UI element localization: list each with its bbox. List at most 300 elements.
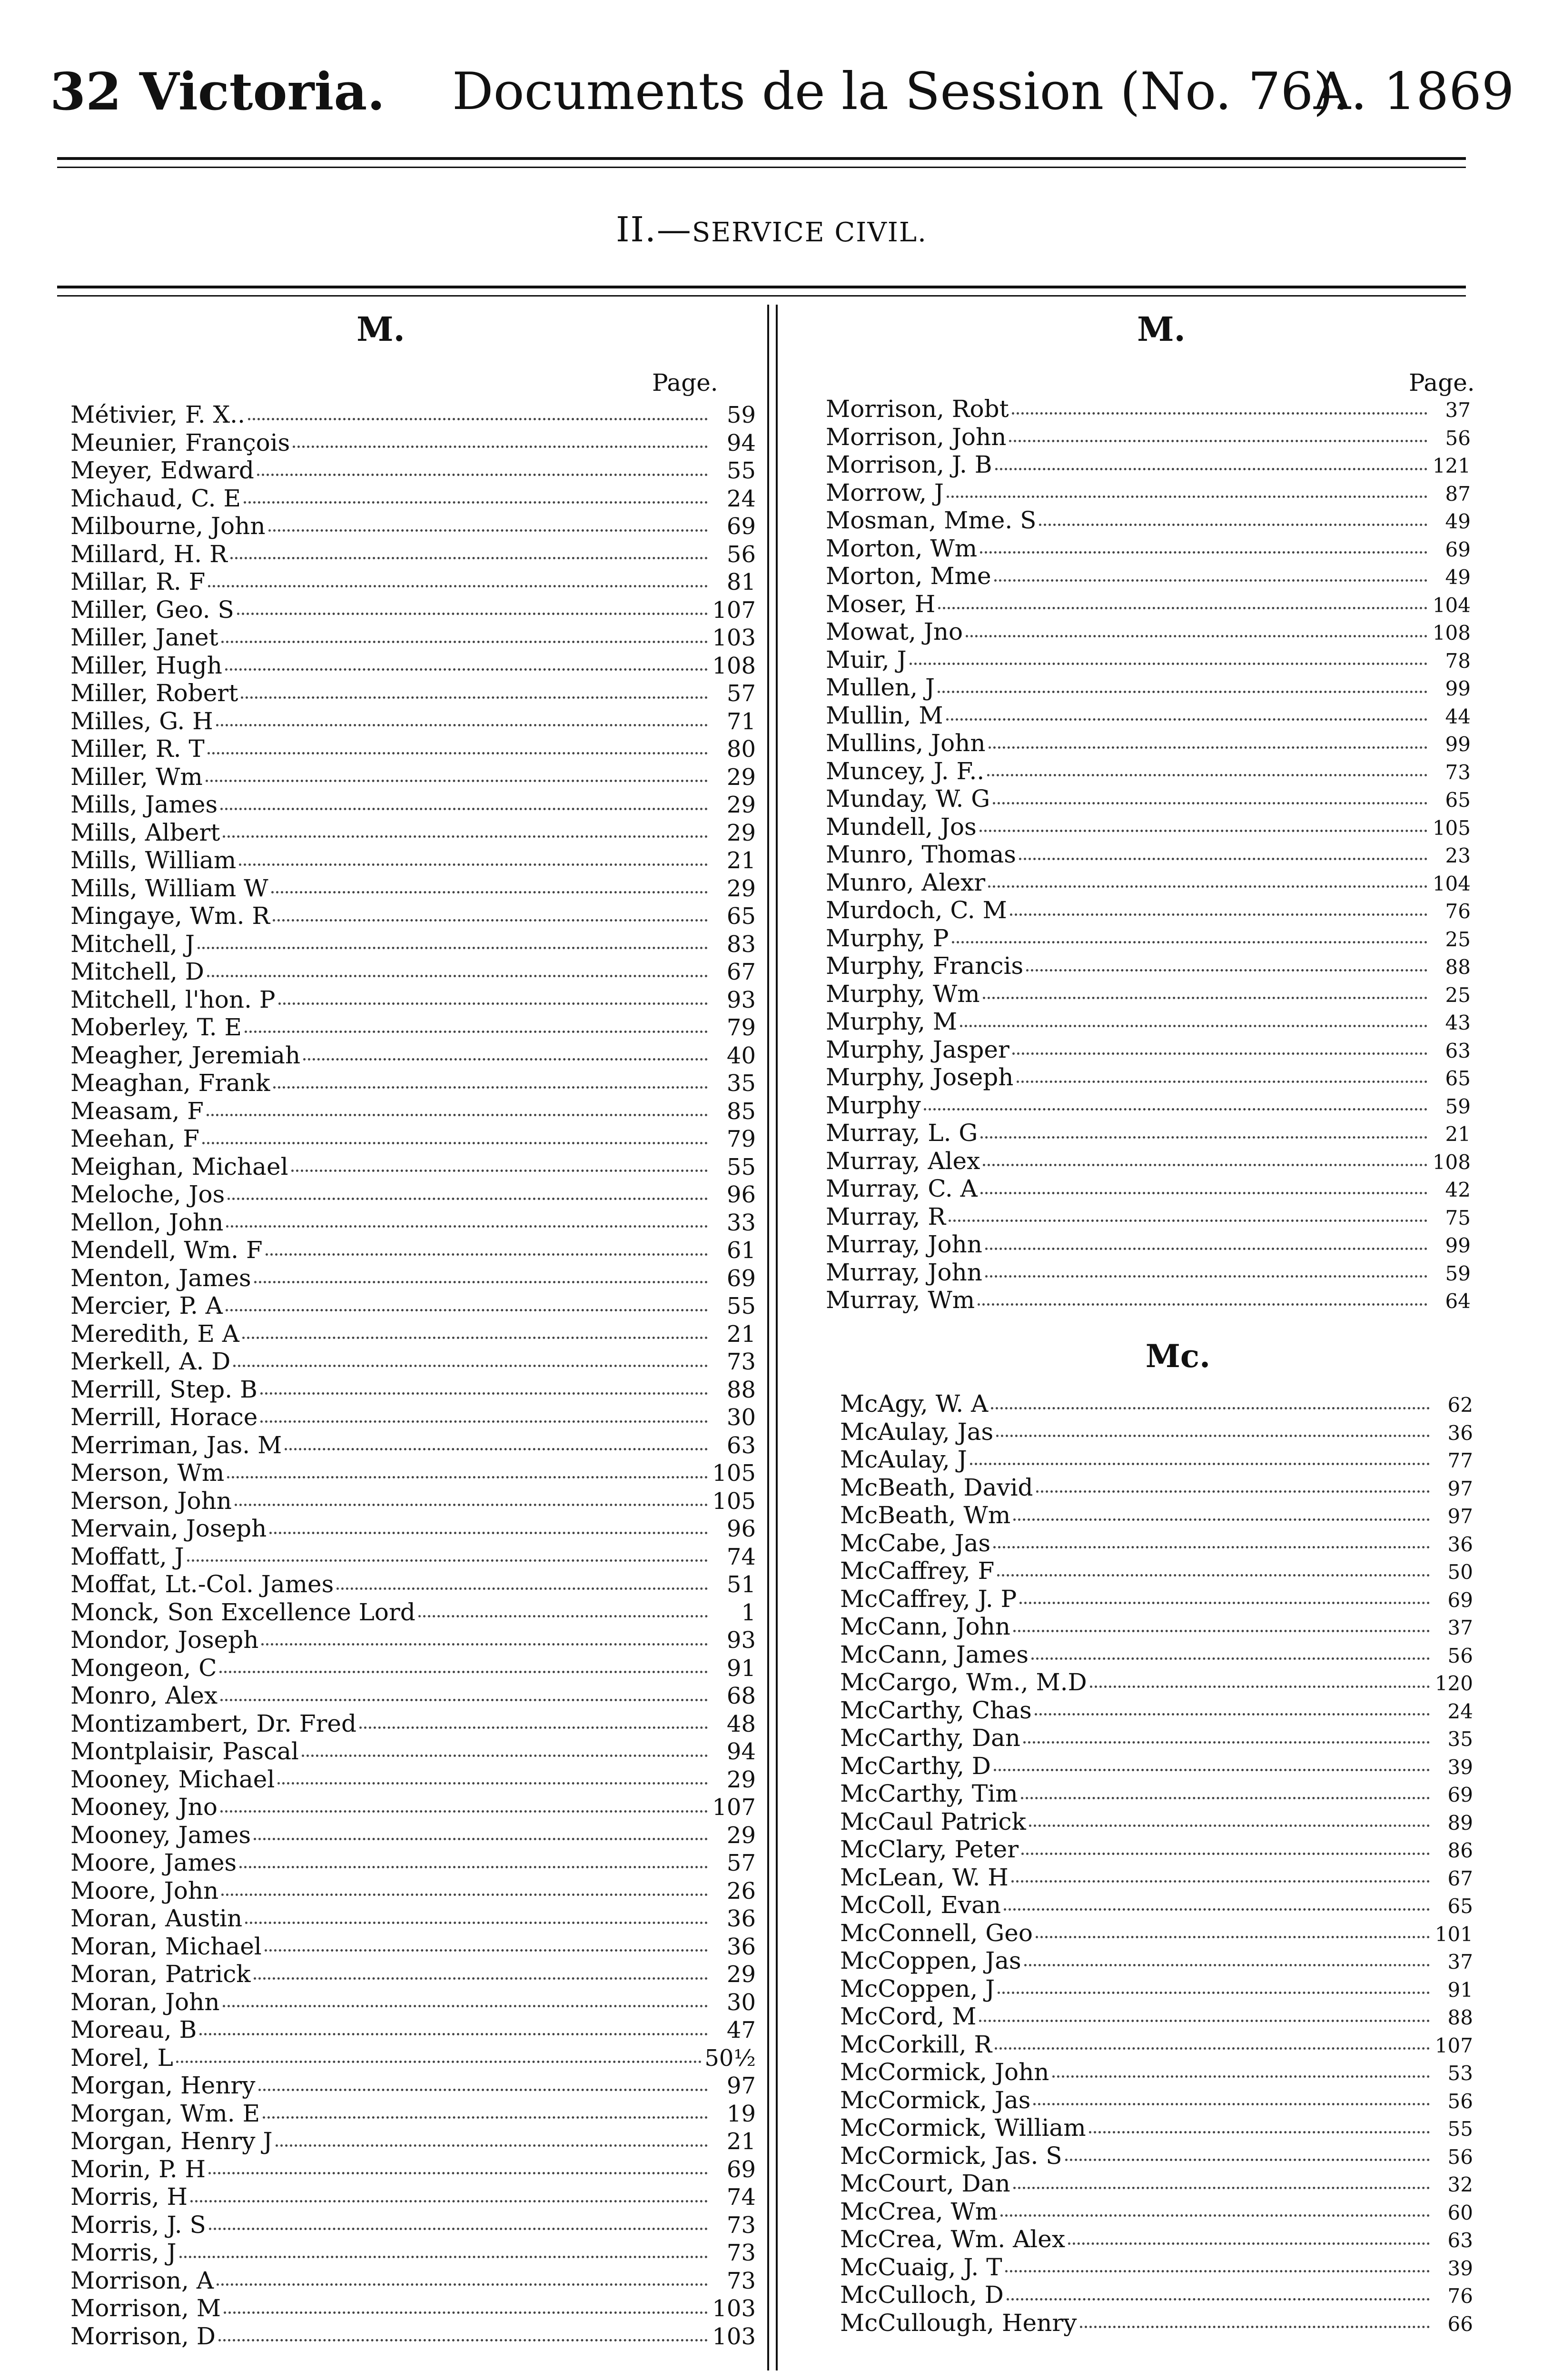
entry-page-number: 93 [726, 1627, 756, 1654]
entry-name: Mills, William W [70, 874, 268, 902]
entry-name: McCourt, Dan [840, 2170, 1010, 2197]
index-entry [70, 1041, 756, 1070]
leader-dots [268, 529, 708, 532]
entry-name: Moore, John [70, 1876, 219, 1904]
entry-name: McCorkill, R [840, 2030, 992, 2058]
entry-page-number: 78 [1445, 649, 1471, 673]
leader-dots [276, 2144, 708, 2147]
entry-page-number: 55 [1447, 2117, 1473, 2141]
leader-dots [241, 696, 708, 699]
index-entry [840, 1474, 1473, 1502]
entry-name: McCarthy, Chas [840, 1696, 1032, 1724]
entry-name: Mosman, Mme. S [826, 506, 1037, 534]
entry-page-number: 107 [712, 1794, 756, 1821]
entry-page-number: 105 [712, 1488, 756, 1515]
entry-name: Morrison, D [70, 2322, 216, 2350]
index-entry [826, 535, 1471, 563]
index-entry [70, 1264, 756, 1292]
section-name: SERVICE CIVIL. [692, 217, 927, 248]
entry-page-number: 65 [1445, 788, 1471, 812]
index-entry [70, 819, 756, 847]
leader-dots [216, 724, 708, 726]
entry-name: McAgy, W. A [840, 1390, 989, 1418]
index-entry [70, 1570, 756, 1598]
entry-name: Moffat, Lt.-Col. James [70, 1570, 334, 1598]
index-entry [70, 1682, 756, 1710]
entry-name: Meagher, Jeremiah [70, 1041, 301, 1069]
entry-name: Monck, Son Excellence Lord [70, 1598, 415, 1626]
entry-name: Mervain, Joseph [70, 1515, 267, 1542]
entry-page-number: 50 [1447, 1560, 1473, 1584]
leader-dots [988, 885, 1427, 888]
entry-page-number: 44 [1445, 704, 1471, 728]
index-entry [70, 1431, 756, 1459]
entry-name: McCrea, Wm [840, 2197, 998, 2225]
index-entry [70, 2322, 756, 2350]
index-entry [70, 2155, 756, 2183]
index-entry [840, 1724, 1473, 1752]
entry-name: Meloche, Jos [70, 1180, 225, 1208]
leader-dots [980, 551, 1427, 554]
index-entry [70, 568, 756, 596]
leader-dots [1035, 1713, 1430, 1716]
entry-page-number: 108 [712, 652, 756, 679]
index-entry [840, 2281, 1473, 2309]
entry-name: Moran, Michael [70, 1932, 262, 1960]
entry-page-number: 67 [726, 959, 756, 985]
entry-page-number: 29 [726, 792, 756, 818]
leader-dots [227, 1476, 708, 1478]
entry-name: Murphy, Francis [826, 952, 1024, 980]
entry-page-number: 73 [726, 2211, 756, 2239]
entry-page-number: 99 [1445, 733, 1471, 756]
entry-name: Moffatt, J [70, 1542, 184, 1570]
leader-dots [208, 2172, 708, 2174]
index-entry [826, 702, 1471, 730]
entry-page-number: 88 [726, 1376, 756, 1403]
leader-dots [302, 1755, 708, 1757]
leader-dots [1019, 858, 1427, 860]
index-entry [840, 1891, 1473, 1919]
entry-name: McCaffrey, F [840, 1557, 995, 1585]
entry-page-number: 65 [1447, 1894, 1473, 1918]
entry-page-number: 69 [1447, 1588, 1473, 1612]
entry-name: McAulay, J [840, 1446, 967, 1473]
entry-page-number: 43 [1445, 1011, 1471, 1034]
leader-dots [242, 1337, 708, 1339]
entry-page-number: 91 [1447, 1978, 1473, 2002]
index-entry [840, 1696, 1473, 1725]
entry-page-number: 63 [1447, 2229, 1473, 2252]
leader-dots [269, 1532, 708, 1534]
entry-name: Murphy, P [826, 924, 949, 952]
leader-dots [910, 663, 1427, 665]
leader-dots [1012, 1052, 1427, 1055]
index-entry [70, 958, 756, 986]
leader-dots [230, 557, 708, 559]
entry-page-number: 49 [1445, 510, 1471, 533]
leader-dots [227, 1198, 708, 1200]
index-entry [840, 1975, 1473, 2003]
entry-page-number: 121 [1432, 454, 1471, 477]
entry-name: McCuaig, J. T [840, 2253, 1002, 2281]
entry-page-number: 65 [726, 903, 756, 930]
leader-dots [996, 1435, 1430, 1437]
leader-dots [235, 1504, 708, 1506]
index-entry [70, 1598, 756, 1626]
index-entry [70, 1988, 756, 2016]
entry-name: McCann, John [840, 1613, 1011, 1640]
leader-dots [989, 746, 1427, 749]
leader-dots [985, 1275, 1427, 1278]
leader-dots [998, 1992, 1430, 1994]
entry-name: Morrison, J. B [826, 451, 992, 478]
leader-dots [261, 1643, 708, 1646]
entry-name: Moran, John [70, 1988, 220, 2016]
entry-name: McCabe, Jas [840, 1529, 991, 1557]
index-entry [70, 2183, 756, 2211]
entry-name: Murray, John [826, 1230, 982, 1258]
entry-name: Mooney, Jno [70, 1793, 218, 1821]
right-page-heading: Page. [1409, 369, 1475, 397]
index-entry [840, 1808, 1473, 1836]
index-entry [840, 1557, 1473, 1585]
entry-page-number: 97 [726, 2073, 756, 2099]
leader-dots [208, 585, 708, 587]
entry-name: Morel, L [70, 2043, 173, 2072]
entry-name: McBeath, David [840, 1473, 1033, 1501]
leader-dots [207, 975, 708, 977]
index-entry [826, 1230, 1471, 1259]
index-entry [840, 1418, 1473, 1446]
leader-dots [218, 2339, 708, 2341]
leader-dots [271, 891, 708, 893]
index-entry [826, 646, 1471, 674]
entry-page-number: 105 [712, 1460, 756, 1487]
entry-page-number: 63 [1445, 1039, 1471, 1062]
leader-dots [994, 579, 1427, 582]
entry-page-number: 63 [726, 1432, 756, 1459]
entry-name: McCullough, Henry [840, 2309, 1077, 2337]
leader-dots [985, 1248, 1427, 1250]
entry-name: Mowat, Jno [826, 618, 963, 645]
entry-page-number: 29 [726, 819, 756, 846]
index-entry [70, 1292, 756, 1320]
index-entry [826, 757, 1471, 785]
index-entry [70, 763, 756, 791]
index-entry [70, 1821, 756, 1849]
entry-page-number: 57 [726, 680, 756, 707]
leader-dots [207, 1114, 708, 1116]
index-entry [840, 1446, 1473, 1474]
entry-name: Mundell, Jos [826, 813, 977, 841]
index-entry [70, 456, 756, 485]
entry-page-number: 73 [1445, 760, 1471, 784]
entry-name: Merrill, Step. B [70, 1375, 257, 1403]
leader-dots [949, 1220, 1427, 1222]
entry-name: Mills, James [70, 791, 218, 818]
leader-dots [206, 780, 708, 782]
entry-page-number: 35 [726, 1070, 756, 1097]
index-entry [70, 930, 756, 958]
entry-name: Milles, G. H [70, 707, 213, 735]
entry-name: McCoppen, J [840, 1974, 995, 2003]
entry-name: Measam, F [70, 1097, 204, 1125]
entry-page-number: 55 [726, 1293, 756, 1319]
entry-page-number: 39 [1447, 2256, 1473, 2280]
leader-dots [202, 1142, 708, 1144]
leader-dots [1021, 1853, 1430, 1855]
leader-dots [359, 1726, 708, 1729]
entry-page-number: 39 [1447, 1755, 1473, 1779]
entry-page-number: 94 [726, 1738, 756, 1765]
entry-page-number: 37 [1445, 398, 1471, 422]
index-entry [826, 1286, 1471, 1314]
entry-page-number: 29 [726, 1961, 756, 1988]
index-entry [70, 2267, 756, 2295]
index-entry [70, 1125, 756, 1153]
index-entry [826, 1036, 1471, 1064]
entry-page-number: 56 [1447, 2145, 1473, 2169]
index-entry [70, 874, 756, 902]
entry-page-number: 101 [1434, 1922, 1473, 1946]
index-entry [826, 869, 1471, 897]
entry-page-number: 47 [726, 2017, 756, 2043]
index-entry [826, 1175, 1471, 1203]
index-entry [840, 1752, 1473, 1780]
entry-name: Merson, Wm [70, 1459, 225, 1487]
entry-name: McCann, James [840, 1640, 1029, 1668]
entry-page-number: 73 [726, 2240, 756, 2266]
entry-name: Murray, John [826, 1258, 982, 1286]
index-entry [70, 1877, 756, 1905]
entry-page-number: 104 [1432, 872, 1471, 895]
index-entry [840, 1835, 1473, 1864]
leader-dots [993, 1546, 1430, 1548]
index-entry [70, 1459, 756, 1487]
index-entry [70, 596, 756, 624]
entry-page-number: 25 [1445, 983, 1471, 1007]
entry-page-number: 26 [726, 1877, 756, 1904]
entry-name: Murphy [826, 1091, 921, 1119]
leader-dots [265, 1949, 708, 1952]
index-entry [840, 1501, 1473, 1529]
index-entry [840, 1947, 1473, 1975]
entry-name: McColl, Evan [840, 1891, 1001, 1919]
index-entry [70, 1376, 756, 1404]
entry-name: McCord, M [840, 2003, 977, 2030]
leader-dots [220, 1699, 708, 1701]
index-entry [70, 401, 756, 429]
entry-name: Mendell, Wm. F [70, 1236, 263, 1264]
entry-name: Miller, Robert [70, 679, 238, 707]
leader-dots [1009, 440, 1427, 442]
entry-name: Murdoch, C. M [826, 896, 1007, 924]
index-entry [70, 1904, 756, 1933]
index-entry [826, 1203, 1471, 1231]
index-entry [70, 1348, 756, 1376]
entry-page-number: 104 [1432, 593, 1471, 617]
entry-page-number: 94 [726, 429, 756, 456]
leader-dots [1024, 1964, 1430, 1966]
index-entry [840, 2225, 1473, 2253]
entry-page-number: 33 [726, 1209, 756, 1236]
leader-dots [1090, 1686, 1430, 1688]
index-entry [826, 813, 1471, 841]
index-entry [70, 1654, 756, 1682]
leader-dots [254, 1838, 708, 1840]
index-entry [826, 618, 1471, 646]
entry-name: Mitchell, l'hon. P [70, 985, 276, 1013]
section-number: II.— [616, 209, 692, 249]
index-entry [826, 980, 1471, 1008]
entry-name: McCarthy, Dan [840, 1724, 1020, 1752]
entry-page-number: 37 [1447, 1950, 1473, 1973]
leader-dots [239, 1866, 708, 1868]
index-entry [840, 2031, 1473, 2059]
leader-dots [219, 1671, 708, 1673]
entry-name: Morrison, M [70, 2294, 221, 2322]
index-entry [70, 2211, 756, 2239]
entry-page-number: 85 [726, 1098, 756, 1125]
leader-dots [987, 774, 1427, 776]
entry-name: Meighan, Michael [70, 1152, 288, 1180]
entry-name: Moser, H [826, 590, 936, 618]
leader-dots [1068, 2242, 1430, 2245]
entry-page-number: 97 [1447, 1505, 1473, 1528]
index-entry [70, 846, 756, 874]
entry-page-number: 99 [1445, 1234, 1471, 1257]
entry-page-number: 86 [1447, 1839, 1473, 1862]
entry-name: Moore, James [70, 1849, 237, 1876]
index-entry [826, 896, 1471, 924]
index-entry [840, 1641, 1473, 1669]
index-entry [840, 2003, 1473, 2031]
entry-name: Mullin, M [826, 701, 943, 729]
entry-page-number: 107 [712, 596, 756, 624]
entry-name: McBeath, Wm [840, 1501, 1011, 1529]
entry-page-number: 29 [726, 1766, 756, 1793]
leader-dots [260, 1420, 708, 1423]
index-entry [70, 624, 756, 652]
entry-name: Menton, James [70, 1264, 251, 1292]
leader-dots [1007, 2298, 1430, 2301]
index-entry [70, 485, 756, 513]
entry-page-number: 36 [726, 1905, 756, 1932]
entry-name: Moberley, T. E [70, 1013, 242, 1041]
leader-dots [1023, 1741, 1430, 1744]
index-entry [826, 1259, 1471, 1287]
leader-dots [208, 752, 708, 754]
left-page-heading: Page. [652, 369, 718, 397]
entry-name: Miller, Geo. S [70, 595, 234, 624]
entry-name: Mitchell, D [70, 958, 204, 985]
entry-page-number: 88 [1445, 955, 1471, 979]
leader-dots [278, 1002, 708, 1005]
entry-page-number: 105 [1432, 816, 1471, 840]
entry-name: McClary, Peter [840, 1835, 1019, 1863]
leader-dots [1089, 2131, 1430, 2133]
entry-page-number: 75 [1445, 1206, 1471, 1230]
entry-name: McCoppen, Jas [840, 1947, 1021, 1974]
leader-dots [221, 641, 708, 643]
entry-name: Mullen, J [826, 674, 935, 701]
entry-page-number: 69 [1447, 1783, 1473, 1806]
entry-page-number: 23 [1445, 844, 1471, 867]
entry-page-number: 56 [726, 541, 756, 568]
index-entry [70, 2072, 756, 2100]
index-entry [70, 902, 756, 930]
entry-name: McAulay, Jas [840, 1418, 994, 1446]
entry-name: Millar, R. F [70, 568, 206, 595]
index-entry [840, 2114, 1473, 2142]
leader-dots [285, 1448, 708, 1450]
header-year: A. 1869 [1314, 62, 1514, 121]
entry-name: McCormick, William [840, 2114, 1086, 2142]
index-entry [840, 1780, 1473, 1808]
index-entry [70, 1737, 756, 1765]
leader-dots [245, 1031, 708, 1033]
index-entry [70, 1543, 756, 1571]
entry-page-number: 91 [726, 1655, 756, 1682]
entry-name: Moran, Patrick [70, 1960, 251, 1988]
entry-name: Murphy, Jasper [826, 1035, 1009, 1063]
leader-dots [226, 1309, 708, 1311]
entry-page-number: 21 [726, 847, 756, 874]
entry-page-number: 1 [741, 1599, 756, 1626]
entry-page-number: 36 [1447, 1532, 1473, 1556]
entry-name: Morin, P. H [70, 2155, 206, 2183]
entry-name: Merriman, Jas. M [70, 1431, 282, 1459]
index-entry [840, 2058, 1473, 2086]
entry-name: McLean, W. H [840, 1863, 1009, 1891]
section-title [0, 209, 1543, 249]
entry-page-number: 36 [726, 1933, 756, 1960]
leader-dots [209, 2228, 708, 2230]
leader-dots [938, 607, 1427, 609]
index-entry [840, 2309, 1473, 2337]
entry-name: McCormick, Jas [840, 2086, 1031, 2114]
leader-dots [978, 1303, 1427, 1306]
entry-name: Miller, Janet [70, 624, 218, 651]
index-entry [826, 395, 1471, 423]
index-entry [70, 2100, 756, 2128]
entry-page-number: 59 [1445, 1261, 1471, 1285]
entry-page-number: 29 [726, 875, 756, 902]
entry-page-number: 69 [726, 1265, 756, 1292]
leader-dots [1033, 2103, 1430, 2105]
index-entry [840, 2142, 1473, 2170]
entry-page-number: 21 [726, 2128, 756, 2155]
leader-dots [960, 1025, 1427, 1027]
leader-dots [273, 919, 708, 922]
index-entry [70, 1849, 756, 1877]
entry-name: Merson, John [70, 1487, 232, 1515]
index-entry [70, 1626, 756, 1654]
leader-dots [938, 691, 1427, 693]
entry-name: Meyer, Edward [70, 456, 254, 484]
leader-dots [979, 830, 1427, 832]
entry-page-number: 59 [726, 402, 756, 428]
entry-name: Montplaisir, Pascal [70, 1737, 299, 1765]
leader-dots [946, 718, 1427, 721]
top-rule-thin [57, 167, 1466, 168]
entry-page-number: 60 [1447, 2201, 1473, 2224]
leader-dots [980, 1136, 1427, 1139]
leader-dots [257, 474, 708, 476]
entry-name: Moran, Austin [70, 1904, 243, 1932]
entry-page-number: 69 [1445, 537, 1471, 561]
